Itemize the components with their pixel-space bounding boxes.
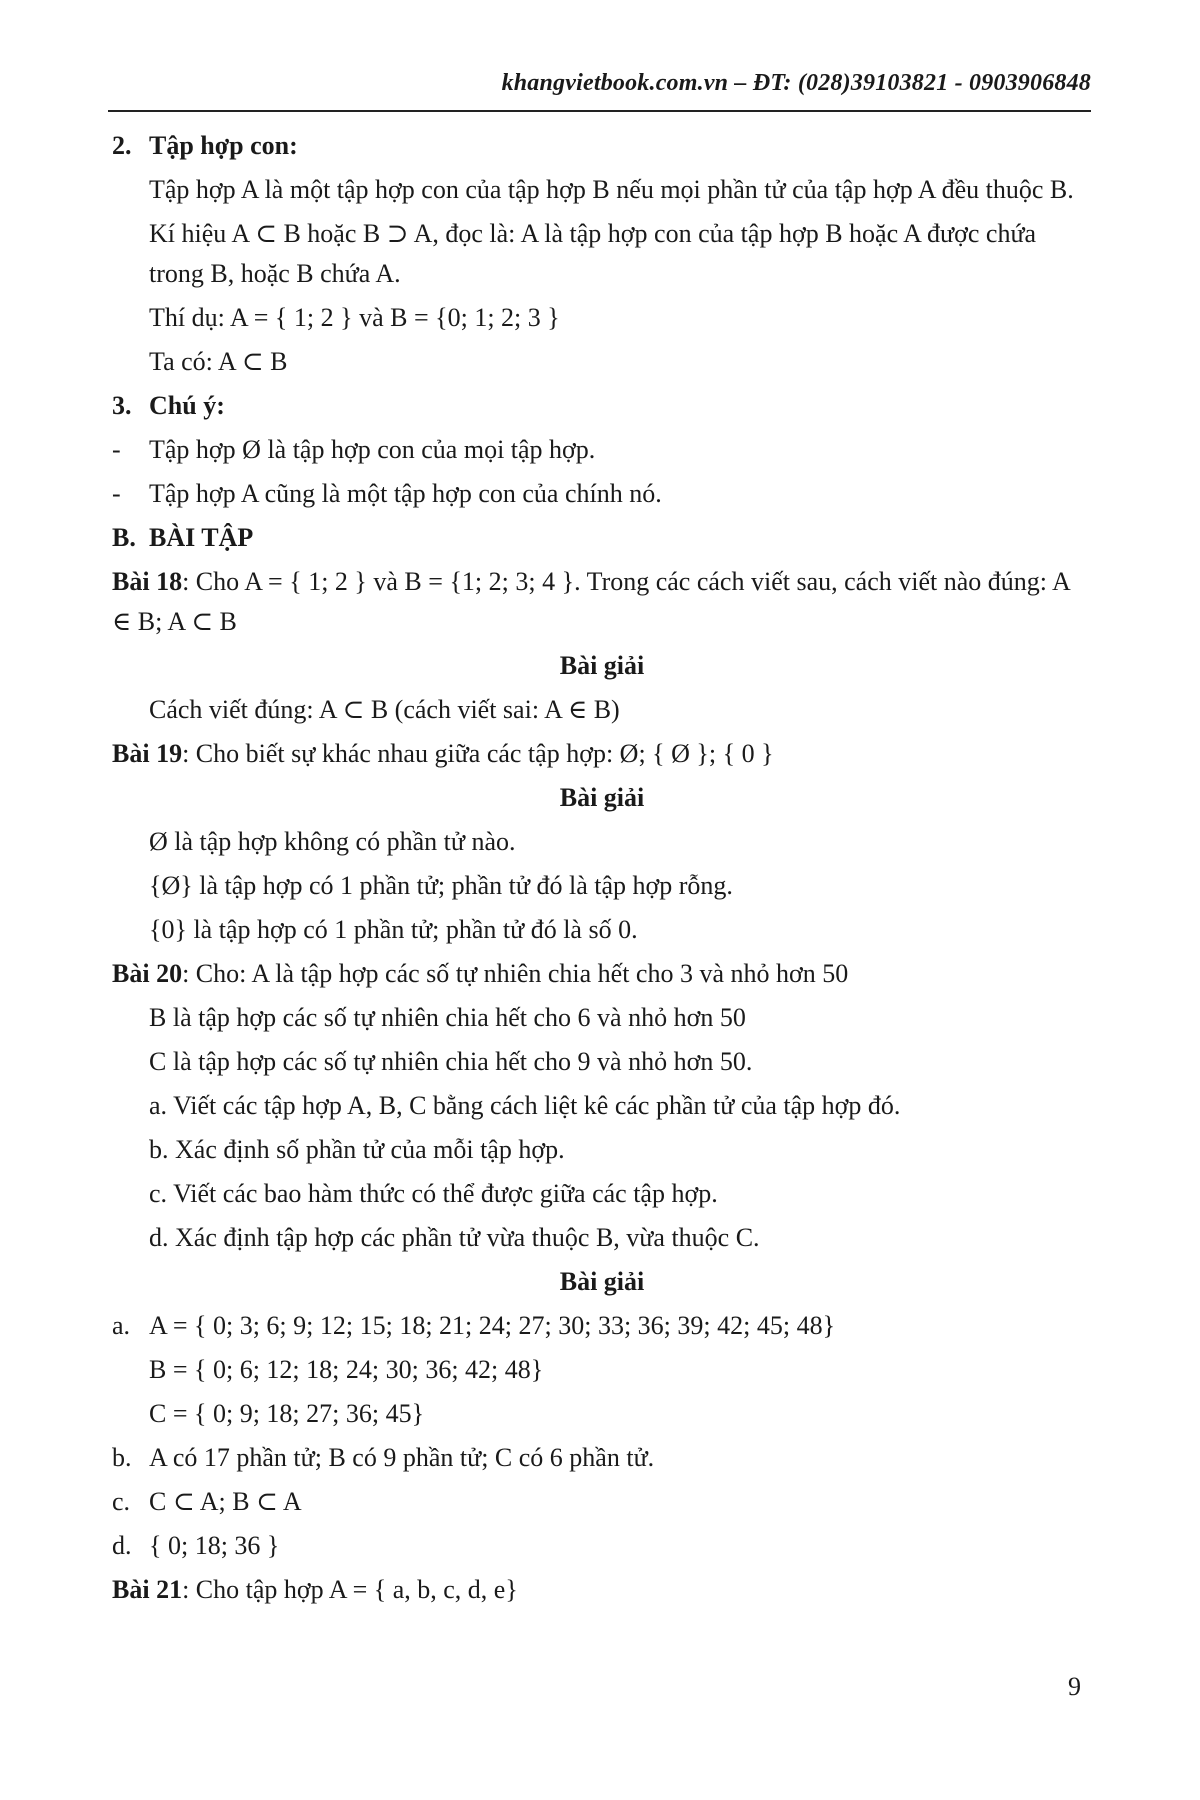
exercise-19-answer-line: Ø là tập hợp không có phần tử nào.: [149, 827, 516, 856]
answer-a-mark: a.: [112, 1311, 131, 1340]
exercise-19-solution-title: Bài giải: [559, 783, 645, 812]
section-b-letter: B.: [112, 523, 136, 552]
exercise-20-question: d. Xác định tập hợp các phần tử vừa thuộc B, vừa thuộc C.: [149, 1223, 760, 1252]
exercise-19-label: Bài 19: [112, 739, 183, 768]
exercise-20-solution-title: Bài giải: [559, 1267, 645, 1296]
section-b-title: BÀI TẬP: [149, 523, 254, 552]
exercise-20-answer-d: [112, 1526, 1092, 1566]
exercise-20-line: B là tập hợp các số tự nhiên chia hết cho 6 và nhỏ hơn 50: [149, 1003, 746, 1032]
set-c-listing: C = { 0; 9; 18; 27; 36; 45}: [149, 1399, 425, 1428]
note-item: [112, 430, 1092, 470]
answer-c-mark: c.: [112, 1487, 131, 1516]
note-text: Tập hợp Ø là tập hợp con của mọi tập hợp.: [149, 435, 596, 464]
header-text: khangvietbook.com.vn – ĐT: (028)39103821 - 0903906848: [501, 70, 1091, 96]
section-2-paragraph-1: Tập hợp A là một tập hợp con của tập hợp B nếu mọi phần tử của tập hợp A đều thuộc B.: [149, 175, 1074, 204]
exercise-20-prompt: [112, 954, 1092, 994]
section-b-heading: [112, 518, 1092, 558]
exercise-20-question: a. Viết các tập hợp A, B, C bằng cách liệt kê các phần tử của tập hợp đó.: [149, 1091, 901, 1120]
section-3-title: Chú ý:: [149, 391, 225, 420]
exercise-21-prompt: [112, 1570, 1092, 1610]
page-header: [108, 70, 1091, 112]
exercise-18-text: : Cho A = { 1; 2 } và B = {1; 2; 3; 4 }. Trong các cách viết sau, cách viết nào đúng: A ∈ B; A ⊂ B: [112, 567, 1070, 636]
exercise-19-answer-line: {0} là tập hợp có 1 phần tử; phần tử đó là số 0.: [149, 915, 638, 944]
bullet-dash: -: [112, 435, 121, 464]
exercise-20-line: C là tập hợp các số tự nhiên chia hết cho 9 và nhỏ hơn 50.: [149, 1047, 753, 1076]
answer-c-text: C ⊂ A; B ⊂ A: [149, 1487, 302, 1516]
note-text: Tập hợp A cũng là một tập hợp con của chính nó.: [149, 479, 662, 508]
exercise-20-question: b. Xác định số phần tử của mỗi tập hợp.: [149, 1135, 565, 1164]
set-b-listing: B = { 0; 6; 12; 18; 24; 30; 36; 42; 48}: [149, 1355, 544, 1384]
exercise-21-text: : Cho tập hợp A = { a, b, c, d, e}: [182, 1575, 518, 1604]
exercise-20-question: c. Viết các bao hàm thức có thể được giữa các tập hợp.: [149, 1179, 718, 1208]
exercise-18-label: Bài 18: [112, 567, 183, 596]
exercise-19-prompt: [112, 734, 1092, 774]
exercise-20-text: : Cho: A là tập hợp các số tự nhiên chia hết cho 3 và nhỏ hơn 50: [182, 959, 849, 988]
section-2-example: Thí dụ: A = { 1; 2 } và B = {0; 1; 2; 3 }: [149, 303, 560, 332]
answer-d-text: { 0; 18; 36 }: [149, 1531, 280, 1560]
answer-b-text: A có 17 phần tử; B có 9 phần tử; C có 6 phần tử.: [149, 1443, 655, 1472]
exercise-20-answer-c: [112, 1482, 1092, 1522]
page-number: 9: [1068, 1672, 1081, 1701]
exercise-18-prompt: [112, 562, 1092, 642]
section-2-heading: [112, 126, 1092, 166]
page-content: [112, 126, 1092, 1614]
exercise-20-answer-b: [112, 1438, 1092, 1478]
exercise-20-answer-a: [112, 1306, 1092, 1346]
exercise-19-answer-line: {Ø} là tập hợp có 1 phần tử; phần tử đó là tập hợp rỗng.: [149, 871, 733, 900]
answer-d-mark: d.: [112, 1531, 132, 1560]
note-item: [112, 474, 1092, 514]
section-2-paragraph-2: Kí hiệu A ⊂ B hoặc B ⊃ A, đọc là: A là tập hợp con của tập hợp B hoặc A được chứa trong B, hoặc B chứa A.: [149, 219, 1037, 288]
section-3-heading: [112, 386, 1092, 426]
set-a-listing: A = { 0; 3; 6; 9; 12; 15; 18; 21; 24; 27; 30; 33; 36; 39; 42; 45; 48}: [149, 1311, 836, 1340]
exercise-20-label: Bài 20: [112, 959, 183, 988]
section-3-number: 3.: [112, 391, 132, 420]
exercise-18-answer: Cách viết đúng: A ⊂ B (cách viết sai: A ∈ B): [149, 695, 620, 724]
answer-b-mark: b.: [112, 1443, 132, 1472]
section-2-number: 2.: [112, 131, 132, 160]
section-2-conclusion: Ta có: A ⊂ B: [149, 347, 288, 376]
bullet-dash: -: [112, 479, 121, 508]
exercise-19-text: : Cho biết sự khác nhau giữa các tập hợp: Ø; { Ø }; { 0 }: [182, 739, 774, 768]
section-2-title: Tập hợp con:: [149, 131, 298, 160]
exercise-18-solution-title: Bài giải: [559, 651, 645, 680]
exercise-21-label: Bài 21: [112, 1575, 183, 1604]
